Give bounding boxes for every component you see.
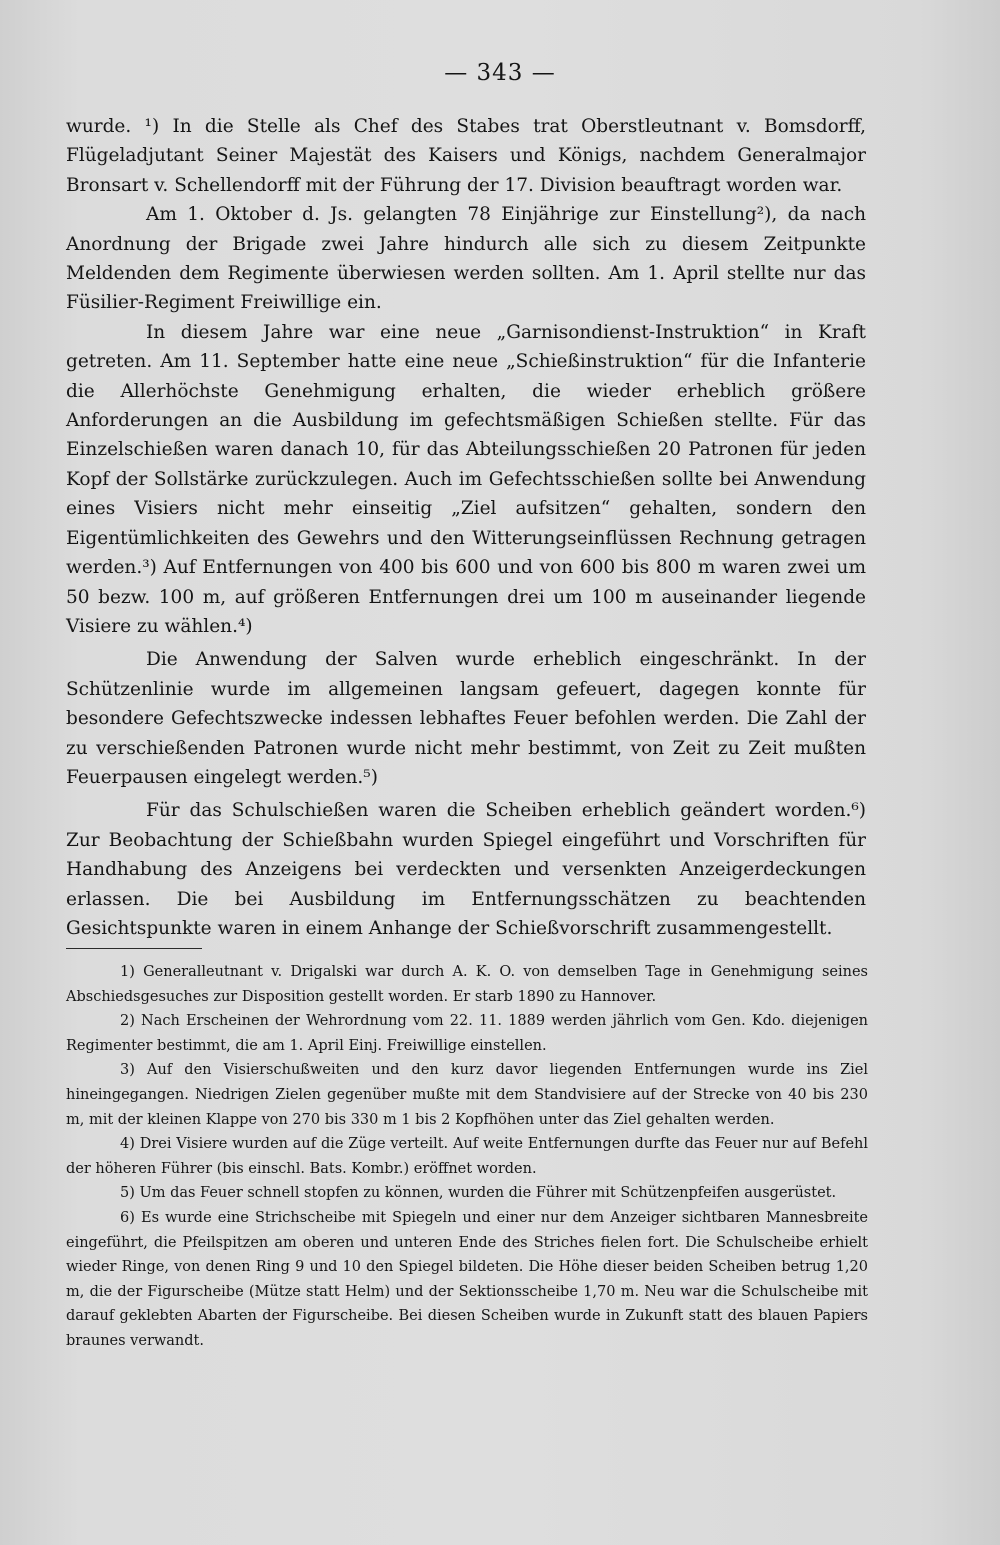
footnote-2: 2) Nach Erscheinen der Wehrordnung vom 22. 11. 1889 werden jährlich vom Gen. Kdo. diejenigen Regimenter bestimmt, die am 1. April Einj. Freiwillige einstellen. (66, 1013, 868, 1054)
footnote-3: 3) Auf den Visierschußweiten und den kurz davor liegenden Entfernungen wurde ins Ziel hineingegangen. Niedrigen Zielen gegenüber mußte mit dem Standvisiere auf der Strecke von 40 bis 230 m, mit der kleinen Klappe von 270 bis 330 m 1 bis 2 Kopfhöhen unter das Ziel gehalten werden. (66, 1062, 868, 1128)
footnote-divider (66, 948, 202, 949)
paragraph-continuation: wurde. ¹) In die Stelle als Chef des Stabes trat Oberstleutnant v. Bomsdorff, Flügeladjutant Seiner Majestät des Kaisers und Königs, nachdem Generalmajor Bronsart v. Schellendorff mit der Führung der 17. Division beauftragt worden war. (66, 116, 866, 196)
paragraph-einjaehrige: Am 1. Oktober d. Js. gelangten 78 Einjährige zur Einstellung²), da nach Anordnung der Brigade zwei Jahre hindurch alle sich zu diesem Zeitpunkte Meldenden dem Regimente überwiesen werden sollten. Am 1. April stellte nur das Füsilier-Regiment Freiwillige ein. (66, 204, 866, 314)
paragraph-salven: Die Anwendung der Salven wurde erheblich eingeschränkt. In der Schützenlinie wurde im allgemeinen langsam gefeuert, dagegen konnte für besondere Gefechtszwecke indessen lebhaftes Feuer befohlen werden. Die Zahl der zu verschießenden Patronen wurde nicht mehr bestimmt, von Zeit zu Zeit mußten Feuerpausen eingelegt werden.⁵) (66, 649, 866, 788)
paragraph-instruktion: In diesem Jahre war eine neue „Garnisondienst-Instruktion“ in Kraft getreten. Am 11. September hatte eine neue „Schießinstruktion“ für die Infanterie die Allerhöchste Genehmigung erhalten, die wieder erheblich größere Anforderungen an die Ausbildung im gefechtsmäßigen Schießen stellte. Für das Einzelschießen waren danach 10, für das Abteilungsschießen 20 Patronen für jeden Kopf der Sollstärke zurückzulegen. Auch im Gefechtsschießen sollte bei Anwendung eines Visiers nicht mehr einseitig „Ziel aufsitzen“ gehalten, sondern den Eigentümlichkeiten des Gewehrs und den Witterungseinflüssen Rechnung getragen werden.³) Auf Entfernungen von 400 bis 600 und von 600 bis 800 m waren zwei um 50 bezw. 100 m, auf größeren Entfernungen drei um 100 m auseinander liegende Visiere zu wählen.⁴) (66, 321, 866, 637)
footnote-4: 4) Drei Visiere wurden auf die Züge verteilt. Auf weite Entfernungen durfte das Feuer nur auf Befehl der höheren Führer (bis einschl. Bats. Kombr.) eröffnet worden. (66, 1136, 868, 1177)
paragraph-schulschiessen: Für das Schulschießen waren die Scheiben erheblich geändert worden.⁶) Zur Beobachtung der Schießbahn wurden Spiegel eingeführt und Vorschriften für Handhabung des Anzeigens bei verdeckten und versenkten Anzeigerdeckungen erlassen. Die bei Ausbildung im Entfernungsschätzen zu beachtenden Gesichtspunkte waren in einem Anhange der Schießvorschrift zusammengestellt. (66, 800, 866, 939)
footnote-5: 5) Um das Feuer schnell stopfen zu können, wurden die Führer mit Schützenpfeifen ausgerüstet. (120, 1185, 837, 1202)
footnotes (66, 960, 868, 1354)
footnote-6: 6) Es wurde eine Strichscheibe mit Spiegeln und einer nur dem Anzeiger sichtbaren Mannesbreite eingeführt, die Pfeilspitzen am oberen und unteren Ende des Striches fielen fort. Die Schulscheibe erhielt wieder Ringe, von denen Ring 9 und 10 den Spiegel bildeten. Die Höhe dieser beiden Scheiben betrug 1,20 m, die der Figurscheibe (Mütze statt Helm) und der Sektionsscheibe 1,70 m. Neu war die Schulscheibe mit darauf geklebten Abarten der Figurscheibe. Bei diesen Scheiben wurde in Zukunft statt des blauen Papiers braunes verwandt. (66, 1209, 868, 1349)
page-number: — 343 — (444, 60, 556, 86)
footnote-1: 1) Generalleutnant v. Drigalski war durch A. K. O. von demselben Tage in Genehmigung seines Abschiedsgesuches zur Disposition gestellt worden. Er starb 1890 zu Hannover. (66, 964, 868, 1005)
main-text (66, 112, 866, 943)
